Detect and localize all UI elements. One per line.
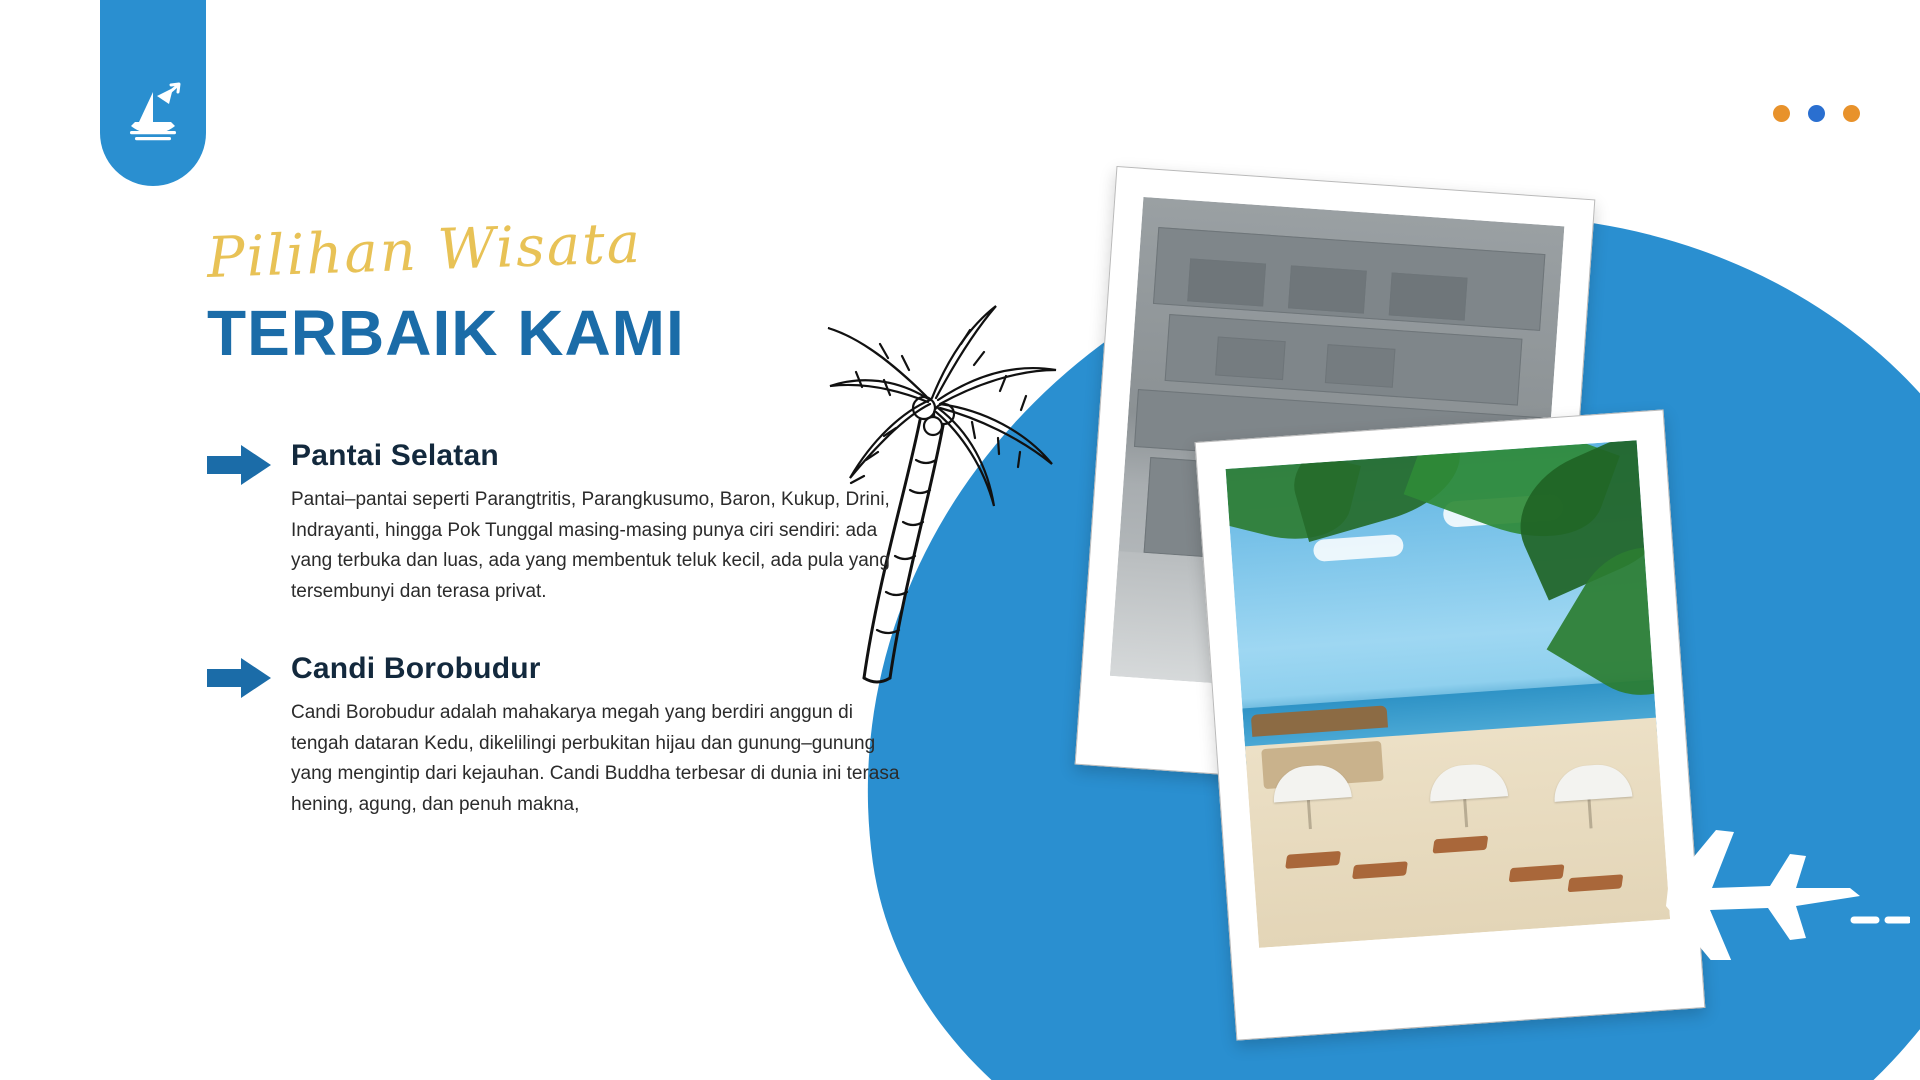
decorative-dots — [1773, 105, 1860, 122]
destination-title: Candi Borobudur — [291, 651, 541, 685]
arrow-right-icon — [207, 443, 273, 487]
photo-tropical-beach[interactable] — [1195, 409, 1706, 1040]
destination-description: Pantai–pantai seperti Parangtritis, Parangkusumo, Baron, Kukup, Drini, Indrayanti, hingga Pok Tunggal masing-masing punya ciri sendiri: ada yang terbuka dan luas, ada yang membentuk teluk kecil, ada pula yang tersembunyi dan terasa privat. — [291, 488, 890, 603]
destination-list — [207, 439, 907, 821]
destination-title: Pantai Selatan — [291, 438, 499, 472]
list-item — [207, 652, 907, 821]
content-column — [205, 210, 907, 865]
brand-logo-badge — [100, 0, 206, 186]
slide-script-heading: Pilihan Wisata — [205, 210, 644, 291]
destination-description: Candi Borobudur adalah mahakarya megah yang berdiri anggun di tengah dataran Kedu, dikelilingi perbukitan hijau dan gunung–gunung yang mengintip dari kejauhan. Candi Buddha terbesar di dunia ini terasa hening, agung, dan penuh makna, — [291, 701, 900, 816]
arrow-right-icon — [207, 656, 273, 700]
travel-boat-logo-icon — [123, 82, 183, 144]
list-item — [207, 439, 907, 608]
dot-orange — [1773, 105, 1790, 122]
dot-blue — [1808, 105, 1825, 122]
page-title: TERBAIK KAMI — [207, 296, 685, 369]
dot-orange-2 — [1843, 105, 1860, 122]
beach-image — [1226, 440, 1670, 948]
airplane-icon — [1650, 810, 1910, 960]
